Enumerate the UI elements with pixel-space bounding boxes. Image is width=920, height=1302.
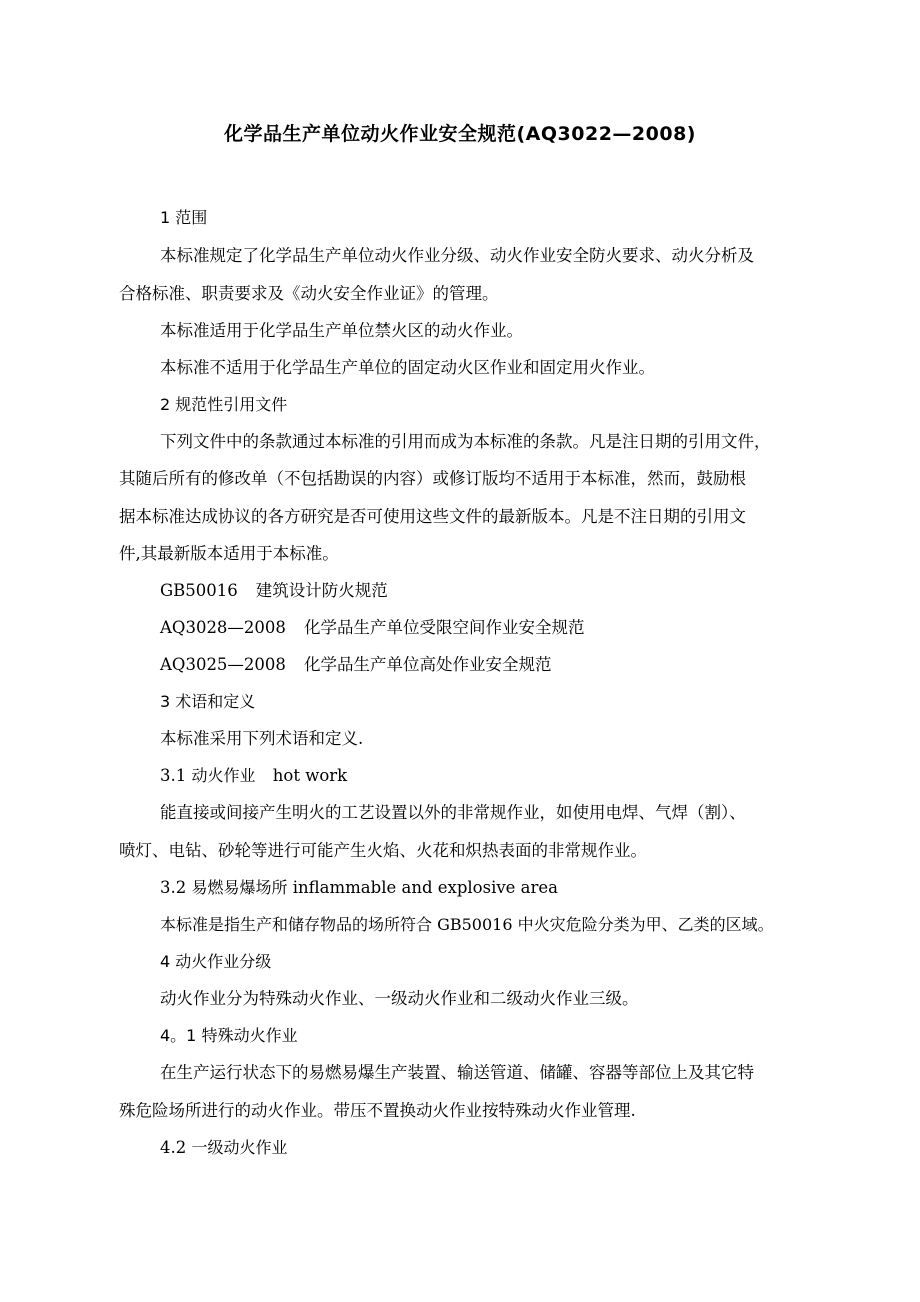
reference-name: 化学品生产单位高处作业安全规范 xyxy=(303,655,552,674)
reference-name: 建筑设计防火规范 xyxy=(255,581,388,600)
reference-code: AQ3028—2008 xyxy=(160,618,286,637)
paragraph: 据本标准达成协议的各方研究是否可使用这些文件的最新版本。凡是不注日期的引用文 xyxy=(119,507,746,526)
paragraph: 殊危险场所进行的动火作业。带压不置换动火作业按特殊动火作业管理. xyxy=(119,1101,636,1120)
reference-item xyxy=(160,654,551,676)
paragraph: 下列文件中的条款通过本标准的引用而成为本标准的条款。凡是注日期的引用文件， xyxy=(160,432,771,451)
paragraph: 本标准规定了化学品生产单位动火作业分级、动火作业安全防火要求、动火分析及 xyxy=(160,246,754,265)
paragraph: 本标准采用下列术语和定义. xyxy=(160,729,364,748)
paragraph: 件,其最新版本适用于本标准。 xyxy=(119,544,339,563)
paragraph: 本标准是指生产和储存物品的场所符合 GB50016 中火灾危险分类为甲、乙类的区域。 xyxy=(160,915,774,934)
paragraph: 在生产运行状态下的易燃易爆生产装置、输送管道、储罐、容器等部位上及其它特 xyxy=(160,1063,754,1082)
section-4-heading: 4 动火作业分级 xyxy=(160,952,272,971)
paragraph: 合格标准、职责要求及《动火安全作业证》的管理。 xyxy=(119,284,499,303)
reference-code: AQ3025—2008 xyxy=(160,655,286,674)
term-english: inflammable and explosive area xyxy=(292,878,559,897)
term-number: 3.1 xyxy=(160,766,187,785)
subsection-4-1-heading xyxy=(160,1025,298,1047)
paragraph: 动火作业分为特殊动火作业、一级动火作业和二级动火作业三级。 xyxy=(160,989,639,1008)
section-2-heading: 2 规范性引用文件 xyxy=(160,395,288,414)
reference-code: GB50016 xyxy=(160,581,238,600)
term-3-2-heading xyxy=(160,877,558,899)
section-3-heading: 3 术语和定义 xyxy=(160,692,256,711)
paragraph: 其随后所有的修改单（不包括勘误的内容）或修订版均不适用于本标准，然而，鼓励根 xyxy=(119,469,746,488)
paragraph: 本标准不适用于化学品生产单位的固定动火区作业和固定用火作业。 xyxy=(160,358,655,377)
term-3-1-heading xyxy=(160,765,347,787)
reference-name: 化学品生产单位受限空间作业安全规范 xyxy=(303,618,585,637)
term-chinese: 易燃易爆场所 xyxy=(191,878,288,897)
paragraph: 本标准适用于化学品生产单位禁火区的动火作业。 xyxy=(160,321,523,340)
subsection-title: 一级动火作业 xyxy=(191,1138,288,1157)
subsection-4-2-heading xyxy=(160,1137,288,1159)
term-english: hot work xyxy=(272,766,348,785)
subsection-title: 特殊动火作业 xyxy=(201,1026,298,1045)
reference-item xyxy=(160,580,388,602)
paragraph: 喷灯、电钻、砂轮等进行可能产生火焰、火花和炽热表面的非常规作业。 xyxy=(119,841,647,860)
paragraph: 能直接或间接产生明火的工艺设置以外的非常规作业，如使用电焊、气焊（割）、 xyxy=(160,803,746,822)
section-1-heading: 1 范围 xyxy=(160,208,208,227)
document-title: 化学品生产单位动火作业安全规范(AQ3022—2008) xyxy=(224,123,696,145)
subsection-number: 4.2 xyxy=(160,1138,187,1157)
term-number: 3.2 xyxy=(160,878,187,897)
subsection-number: 4。1 xyxy=(160,1026,197,1045)
term-chinese: 动火作业 xyxy=(191,766,256,785)
reference-item xyxy=(160,617,584,639)
